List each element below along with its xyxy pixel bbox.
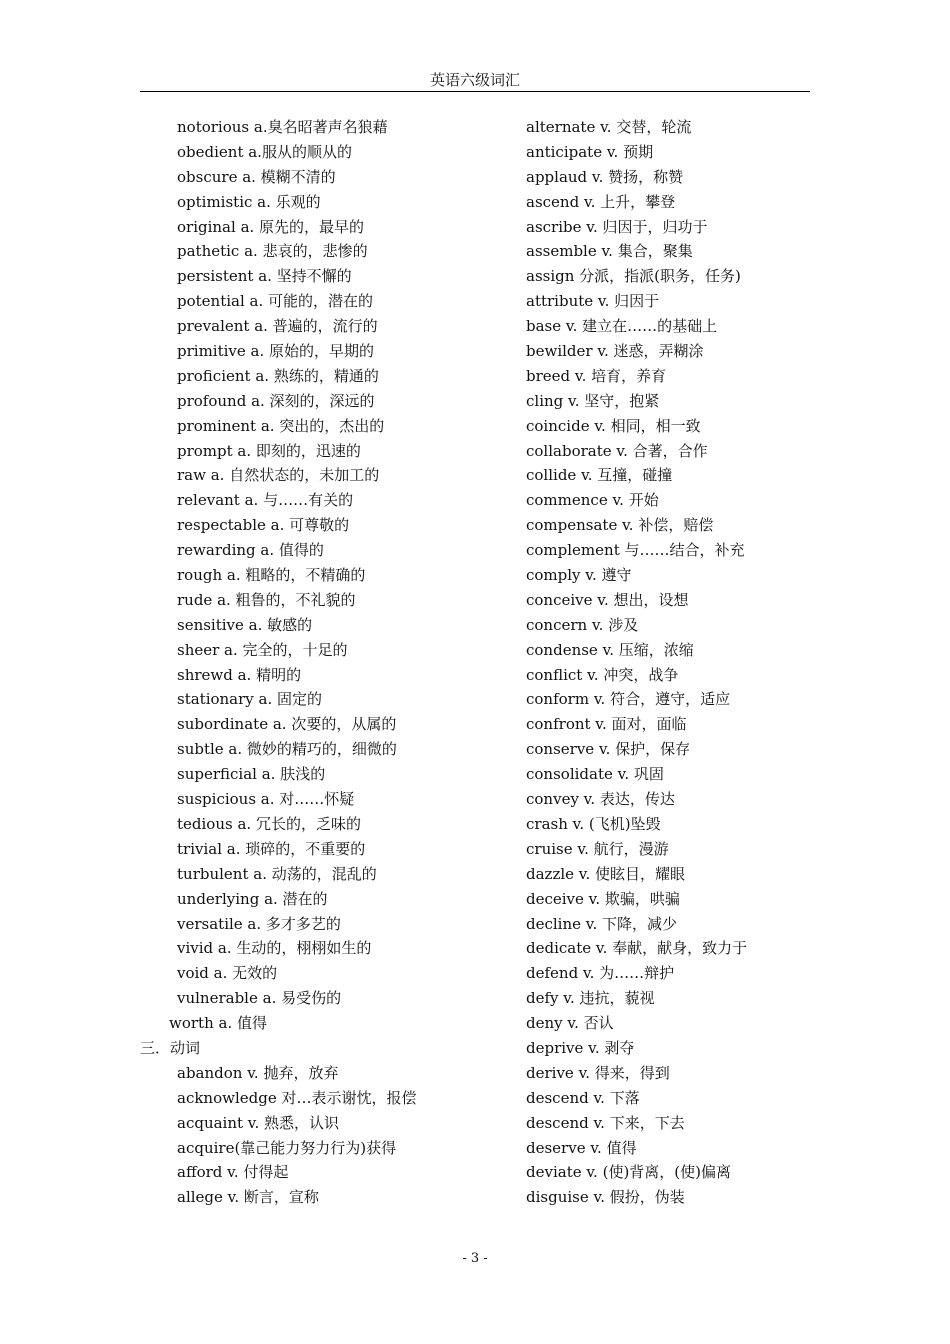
vocab-entry: sheer a. 完全的，十足的 xyxy=(177,640,348,659)
vocab-entry: assign 分派，指派(职务，任务) xyxy=(526,267,741,286)
vocab-entry: deserve v. 值得 xyxy=(526,1138,637,1157)
vocab-entry: trivial a. 琐碎的，不重要的 xyxy=(177,839,366,858)
left-vocabulary-column xyxy=(140,115,500,1210)
page-header: 英语六级词汇 xyxy=(429,71,520,89)
vocab-entry: optimistic a. 乐观的 xyxy=(177,192,321,211)
vocab-entry: prompt a. 即刻的，迅速的 xyxy=(177,441,361,460)
vocab-entry: convey v. 表达，传达 xyxy=(526,790,675,809)
vocab-entry: consolidate v. 巩固 xyxy=(526,765,664,784)
vocab-entry: base v. 建立在……的基础上 xyxy=(526,317,718,336)
vocab-entry: vivid a. 生动的，栩栩如生的 xyxy=(177,939,372,958)
vocab-entry: coincide v. 相同，相一致 xyxy=(526,416,701,435)
vocab-entry: primitive a. 原始的，早期的 xyxy=(177,342,375,361)
vocab-entry: descend v. 下来，下去 xyxy=(526,1113,685,1132)
vocab-entry: vulnerable a. 易受伤的 xyxy=(177,989,342,1008)
vocab-entry: deny v. 否认 xyxy=(526,1014,614,1033)
header-rule xyxy=(140,91,810,92)
vocab-entry: sensitive a. 敏感的 xyxy=(177,615,313,634)
vocab-entry: crash v. (飞机)坠毁 xyxy=(526,814,661,833)
vocab-entry: anticipate v. 预期 xyxy=(526,142,654,161)
vocab-entry: underlying a. 潜在的 xyxy=(177,889,328,908)
vocab-entry: afford v. 付得起 xyxy=(177,1163,289,1182)
vocab-entry: complement 与……结合，补充 xyxy=(526,541,745,560)
vocab-entry: obedient a.服从的顺从的 xyxy=(177,142,352,161)
vocab-entry: worth a. 值得 xyxy=(169,1014,267,1033)
vocab-entry: alternate v. 交替，轮流 xyxy=(526,118,692,136)
vocab-entry: obscure a. 模糊不清的 xyxy=(177,167,336,186)
vocab-entry: commence v. 开始 xyxy=(526,491,659,510)
vocab-entry: conceive v. 想出，设想 xyxy=(526,590,689,609)
vocab-entry: prominent a. 突出的，杰出的 xyxy=(177,416,385,435)
vocab-entry: potential a. 可能的，潜在的 xyxy=(177,292,374,311)
vocab-entry: comply v. 遵守 xyxy=(526,566,632,585)
vocab-entry: collide v. 互撞，碰撞 xyxy=(526,466,673,485)
vocab-entry: original a. 原先的，最早的 xyxy=(177,217,365,236)
vocab-entry: cruise v. 航行，漫游 xyxy=(526,839,669,858)
vocab-entry: defend v. 为……辩护 xyxy=(526,964,675,983)
vocab-entry: superficial a. 肤浅的 xyxy=(177,765,326,784)
vocab-entry: versatile a. 多才多艺的 xyxy=(177,914,341,933)
vocab-entry: rough a. 粗略的，不精确的 xyxy=(177,566,366,585)
vocab-entry: tedious a. 冗长的，乏味的 xyxy=(177,814,361,833)
vocab-entry: turbulent a. 动荡的，混乱的 xyxy=(177,864,377,883)
page-number: - 3 - xyxy=(462,1251,488,1266)
vocab-entry: acknowledge 对…表示谢忱，报偿 xyxy=(177,1088,417,1107)
vocab-entry: derive v. 得来，得到 xyxy=(526,1063,670,1082)
section-heading-verbs: 三．动词 xyxy=(140,1038,201,1057)
vocab-entry: disguise v. 假扮，伪装 xyxy=(526,1188,685,1207)
vocab-entry: respectable a. 可尊敬的 xyxy=(177,516,350,535)
vocab-entry: deviate v. (使)背离，(使)偏离 xyxy=(526,1163,732,1182)
vocab-entry: conflict v. 冲突，战争 xyxy=(526,665,679,684)
vocab-entry: dazzle v. 使眩目，耀眼 xyxy=(526,864,686,883)
vocab-entry: confront v. 面对，面临 xyxy=(526,715,687,734)
vocab-entry: conform v. 符合，遵守，适应 xyxy=(526,690,731,709)
vocab-entry: relevant a. 与……有关的 xyxy=(177,491,354,510)
vocab-entry: assemble v. 集合，聚集 xyxy=(526,242,693,261)
vocab-entry: ascribe v. 归因于，归功于 xyxy=(526,217,708,236)
vocab-entry: cling v. 坚守，抱紧 xyxy=(526,391,660,410)
vocab-entry: bewilder v. 迷惑，弄糊涂 xyxy=(526,342,704,361)
vocab-entry: descend v. 下落 xyxy=(526,1088,640,1107)
vocab-entry: subordinate a. 次要的，从属的 xyxy=(177,715,397,734)
vocab-entry: deceive v. 欺骗，哄骗 xyxy=(526,889,680,908)
right-vocabulary-column xyxy=(526,115,826,1210)
vocab-entry: allege v. 断言，宣称 xyxy=(177,1188,319,1207)
vocab-entry: concern v. 涉及 xyxy=(526,615,639,634)
vocab-entry: abandon v. 抛弃，放弃 xyxy=(177,1063,339,1082)
vocab-entry: subtle a. 微妙的精巧的，细微的 xyxy=(177,740,397,759)
vocab-entry: applaud v. 赞扬，称赞 xyxy=(526,167,684,186)
vocab-entry: defy v. 违抗，藐视 xyxy=(526,989,655,1008)
vocab-entry: collaborate v. 合著，合作 xyxy=(526,441,708,460)
vocab-entry: rude a. 粗鲁的，不礼貌的 xyxy=(177,590,356,609)
vocab-entry: stationary a. 固定的 xyxy=(177,690,323,709)
vocab-entry: deprive v. 剥夺 xyxy=(526,1038,635,1057)
vocab-entry: prevalent a. 普遍的，流行的 xyxy=(177,317,378,336)
vocab-entry: rewarding a. 值得的 xyxy=(177,541,324,560)
vocab-entry: notorious a.臭名昭著声名狼藉 xyxy=(177,118,388,136)
vocab-entry: decline v. 下降，减少 xyxy=(526,914,678,933)
vocab-entry: conserve v. 保护，保存 xyxy=(526,740,691,759)
vocab-entry: persistent a. 坚持不懈的 xyxy=(177,267,352,286)
vocab-entry: raw a. 自然状态的，未加工的 xyxy=(177,466,380,485)
vocab-entry: pathetic a. 悲哀的，悲惨的 xyxy=(177,242,368,261)
vocab-entry: condense v. 压缩，浓缩 xyxy=(526,640,694,659)
vocab-entry: attribute v. 归因于 xyxy=(526,292,660,311)
vocab-entry: shrewd a. 精明的 xyxy=(177,665,302,684)
vocab-entry: acquire(靠己能力努力行为)获得 xyxy=(177,1138,397,1157)
vocab-entry: breed v. 培育，养育 xyxy=(526,366,667,385)
vocab-entry: dedicate v. 奉献，献身，致力于 xyxy=(526,939,748,958)
vocab-entry: profound a. 深刻的，深远的 xyxy=(177,391,375,410)
vocab-entry: proficient a. 熟练的，精通的 xyxy=(177,366,379,385)
vocab-entry: ascend v. 上升，攀登 xyxy=(526,192,676,211)
vocab-entry: suspicious a. 对……怀疑 xyxy=(177,790,355,809)
vocab-entry: acquaint v. 熟悉，认识 xyxy=(177,1113,340,1132)
vocab-entry: compensate v. 补偿，赔偿 xyxy=(526,516,714,535)
vocab-entry: void a. 无效的 xyxy=(177,964,278,983)
